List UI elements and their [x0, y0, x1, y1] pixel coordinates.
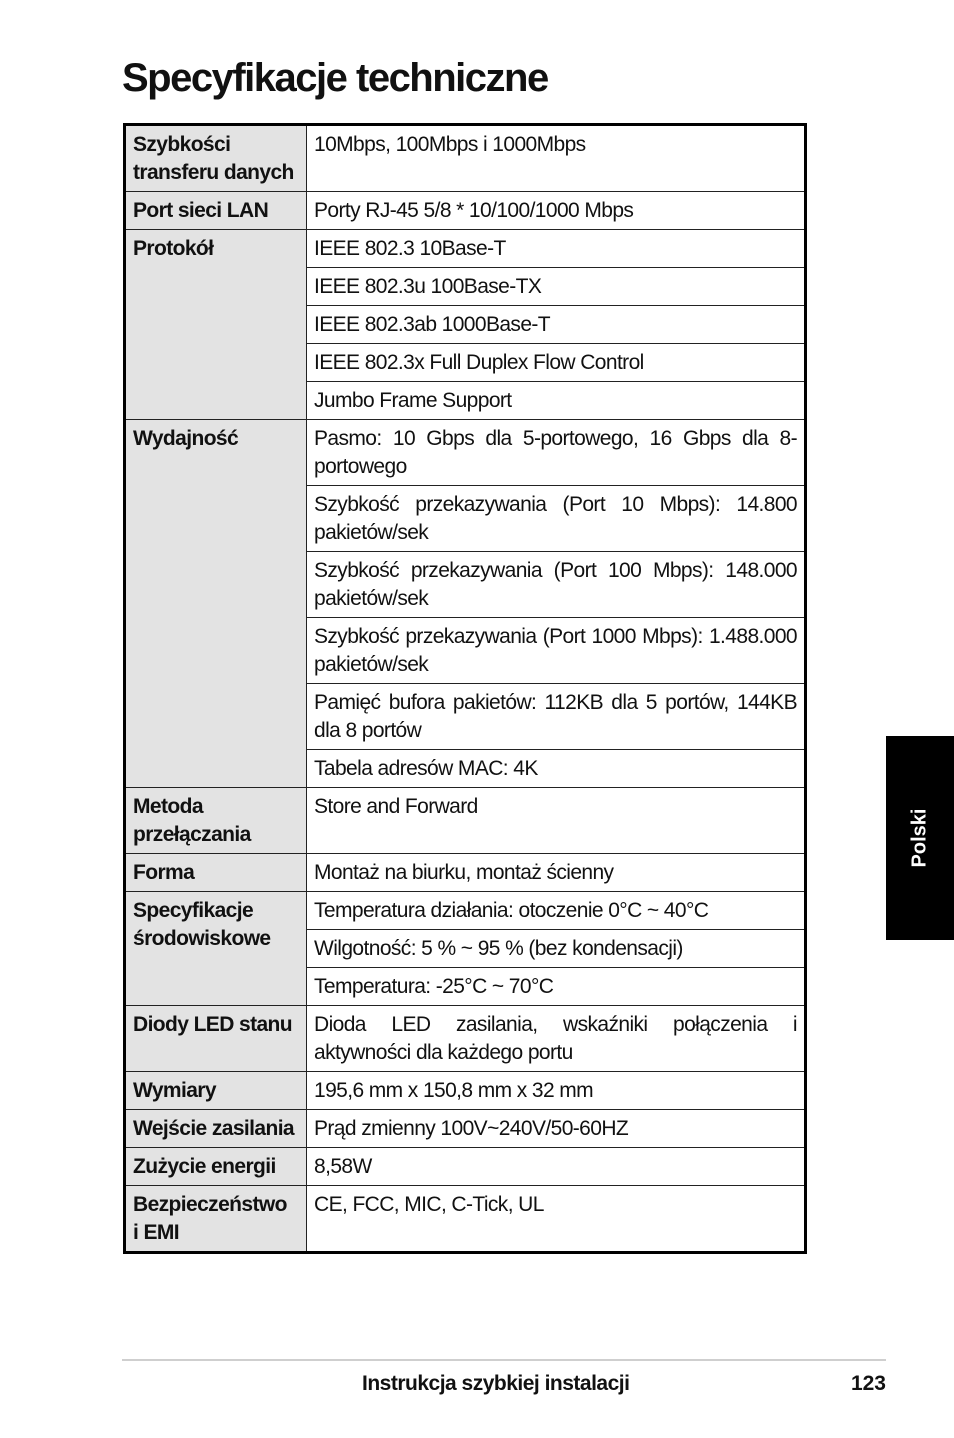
table-row: [125, 1006, 806, 1072]
spec-value: IEEE 802.3u 100Base-TX: [307, 268, 806, 306]
spec-label: [125, 420, 307, 788]
spec-label-line: transferu danych: [133, 161, 294, 184]
spec-label-line: i EMI: [133, 1221, 180, 1244]
spec-value: Wilgotność: 5 % ~ 95 % (bez kondensacji): [307, 930, 806, 968]
spec-value: Szybkość przekazywania (Port 1000 Mbps): 1.488.000 pakietów/sek: [307, 618, 806, 684]
spec-label-line: Protokół: [133, 237, 214, 260]
spec-label: [125, 1186, 307, 1253]
spec-value: Jumbo Frame Support: [307, 382, 806, 420]
spec-label: [125, 892, 307, 1006]
spec-label: [125, 230, 307, 420]
spec-label: [125, 1006, 307, 1072]
table-row: [125, 1072, 806, 1110]
spec-label-line: Specyfikacje: [133, 899, 254, 922]
spec-label-line: środowiskowe: [133, 927, 271, 950]
spec-value: IEEE 802.3ab 1000Base-T: [307, 306, 806, 344]
table-row: [125, 788, 806, 854]
spec-value: Szybkość przekazywania (Port 100 Mbps): 148.000 pakietów/sek: [307, 552, 806, 618]
spec-value: IEEE 802.3 10Base-T: [307, 230, 806, 268]
table-row: [125, 125, 806, 192]
spec-label: [125, 854, 307, 892]
spec-value: Pamięć bufora pakietów: 112KB dla 5 portów, 144KB dla 8 portów: [307, 684, 806, 750]
spec-value: Montaż na biurku, montaż ścienny: [307, 854, 806, 892]
spec-label-line: Diody LED stanu: [133, 1013, 293, 1036]
spec-value: 10Mbps, 100Mbps i 1000Mbps: [307, 125, 806, 192]
table-row: [125, 1186, 806, 1253]
spec-value: Temperatura działania: otoczenie 0°C ~ 40°C: [307, 892, 806, 930]
spec-value: 195,6 mm x 150,8 mm x 32 mm: [307, 1072, 806, 1110]
spec-label-line: Forma: [133, 861, 195, 884]
spec-label: [125, 1148, 307, 1186]
spec-table: [123, 123, 807, 1254]
page-title: Specyfikacje techniczne: [122, 56, 548, 100]
table-row: [125, 420, 806, 486]
language-tab: [886, 736, 954, 940]
spec-label-line: Metoda: [133, 795, 203, 818]
spec-label-line: Wejście zasilania: [133, 1117, 295, 1140]
spec-value: Prąd zmienny 100V~240V/50-60HZ: [307, 1110, 806, 1148]
spec-label-line: Zużycie energii: [133, 1155, 276, 1178]
spec-value: Szybkość przekazywania (Port 10 Mbps): 14.800 pakietów/sek: [307, 486, 806, 552]
spec-label-line: Port sieci LAN: [133, 199, 269, 222]
spec-label-line: przełączania: [133, 823, 251, 846]
spec-value: Pasmo: 10 Gbps dla 5-portowego, 16 Gbps dla 8-portowego: [307, 420, 806, 486]
table-row: [125, 1110, 806, 1148]
spec-label: [125, 788, 307, 854]
spec-label: [125, 192, 307, 230]
spec-label-line: Wydajność: [133, 427, 239, 450]
spec-label: [125, 1072, 307, 1110]
table-row: [125, 1148, 806, 1186]
spec-label: [125, 1110, 307, 1148]
language-tab-label: Polski: [908, 808, 931, 868]
spec-value: Dioda LED zasilania, wskaźniki połączenia i aktywności dla każdego portu: [307, 1006, 806, 1072]
footer-divider: [122, 1359, 886, 1361]
spec-value: CE, FCC, MIC, C-Tick, UL: [307, 1186, 806, 1253]
table-row: [125, 192, 806, 230]
spec-value: IEEE 802.3x Full Duplex Flow Control: [307, 344, 806, 382]
spec-label: [125, 125, 307, 192]
footer-title: Instrukcja szybkiej instalacji: [362, 1372, 630, 1395]
spec-value: 8,58W: [307, 1148, 806, 1186]
table-row: [125, 230, 806, 268]
spec-value: Store and Forward: [307, 788, 806, 854]
spec-label-line: Bezpieczeństwo: [133, 1193, 287, 1216]
spec-value: Tabela adresów MAC: 4K: [307, 750, 806, 788]
table-row: [125, 854, 806, 892]
spec-value: Temperatura: -25°C ~ 70°C: [307, 968, 806, 1006]
page-number: 123: [850, 1372, 886, 1395]
spec-value: Porty RJ-45 5/8 * 10/100/1000 Mbps: [307, 192, 806, 230]
spec-label-line: Szybkości: [133, 133, 231, 156]
table-row: [125, 892, 806, 930]
spec-label-line: Wymiary: [133, 1079, 216, 1102]
